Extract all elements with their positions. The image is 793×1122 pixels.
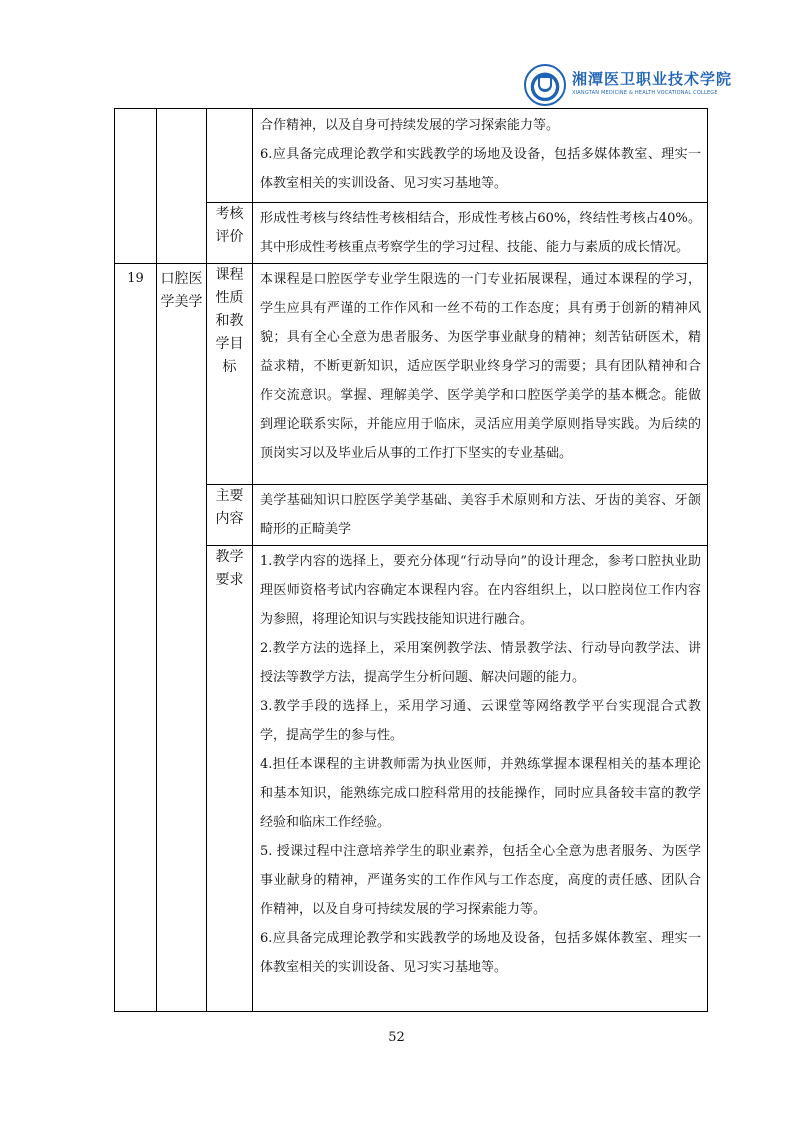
content-label: 主要内容 [215,488,244,527]
college-emblem-icon [524,64,566,106]
cell-course-number [115,264,157,1012]
continued-text-line: 合作精神，以及自身可持续发展的学习探索能力等。 [260,118,560,133]
cell-label-continued [207,109,253,203]
continued-text-line: 6.应具备完成理论教学和实践教学的场地及设备，包括多媒体教室、理实一体教室相关的实训设备、见习实习基地等。 [260,147,701,191]
requirement-item: 4.担任本课程的主讲教师需为执业医师，并熟练掌握本课程相关的基本理论和基本知识，能熟练完成口腔科常用的技能操作，同时应具备较丰富的教学经验和临床工作经验。 [260,757,701,830]
cell-nature-text [253,264,708,485]
requirement-item: 1.教学内容的选择上，要充分体现“行动导向”的设计理念，参考口腔执业助理医师资格考试内容确定本课程内容。在内容组织上，以口腔岗位工作内容为参照，将理论知识与实践技能知识进行融合。 [260,554,701,627]
course-table [114,108,708,1012]
cell-requirements-text [253,546,708,1012]
cell-nature-label [207,264,253,485]
table-row-course-nature [115,264,708,485]
college-name-en: XIANGTAN MEDICINE & HEALTH VOCATIONAL COLLEGE [572,90,718,96]
requirement-item: 3.教学手段的选择上，采用学习通、云课堂等网络教学平台实现混合式教学，提高学生的参与性。 [260,699,701,743]
assessment-text: 形成性考核与终结性考核相结合，形成性考核占60%，终结性考核占40%。其中形成性考核重点考察学生的学习过程、技能、能力与素质的成长情况。 [260,211,701,255]
cell-continued-requirements [253,109,708,203]
course-number: 19 [127,271,144,286]
cell-number-continued [115,109,157,264]
course-name: 口腔医学美学 [160,271,203,310]
cell-content-label [207,485,253,546]
cell-content-text [253,485,708,546]
cell-assessment-text [253,203,708,264]
cell-assessment-label [207,203,253,264]
requirement-item: 2.教学方法的选择上，采用案例教学法、情景教学法、行动导向教学法、讲授法等教学方法，提高学生分析问题、解决问题的能力。 [260,641,701,685]
college-name-cn: 湘潭医卫职业技术学院 [572,70,733,88]
header-logo [524,64,733,110]
cell-name-continued [157,109,207,264]
page-number: 52 [388,1030,405,1045]
content-text: 美学基础知识口腔医学美学基础、美容手术原则和方法、牙齿的美容、牙颌畸形的正畸美学 [260,493,701,537]
nature-text: 本课程是口腔医学专业学生限选的一门专业拓展课程，通过本课程的学习，学生应具有严谨的工作作风和一丝不苟的工作态度；具有勇于创新的精神风貌；具有全心全意为患者服务、为医学事业献身的精神；刻苦钻研医术，精益求精，不断更新知识，适应医学职业终身学习的需要；具有团队精神和合作交流意识。掌握、理解美学、医学美学和口腔医学美学的基本概念。能做到理论联系实际，并能应用于临床，灵活应用美学原则指导实践。为后续的顶岗实习以及毕业后从事的工作打下坚实的专业基础。 [260,272,701,461]
table-row-continued-requirements [115,109,708,203]
assessment-label: 考核评价 [215,206,244,245]
requirement-item: 5. 授课过程中注意培养学生的职业素养，包括全心全意为患者服务、为医学事业献身的精神，严谨务实的工作作风与工作态度，高度的责任感、团队合作精神，以及自身可持续发展的学习探索能力等。 [260,844,701,917]
requirements-label: 教学要求 [215,549,244,588]
nature-label: 课程性质和教学目标 [215,267,244,375]
requirement-item: 6.应具备完成理论教学和实践教学的场地及设备，包括多媒体教室、理实一体教室相关的实训设备、见习实习基地等。 [260,931,701,975]
cell-course-name [157,264,207,1012]
cell-requirements-label [207,546,253,1012]
